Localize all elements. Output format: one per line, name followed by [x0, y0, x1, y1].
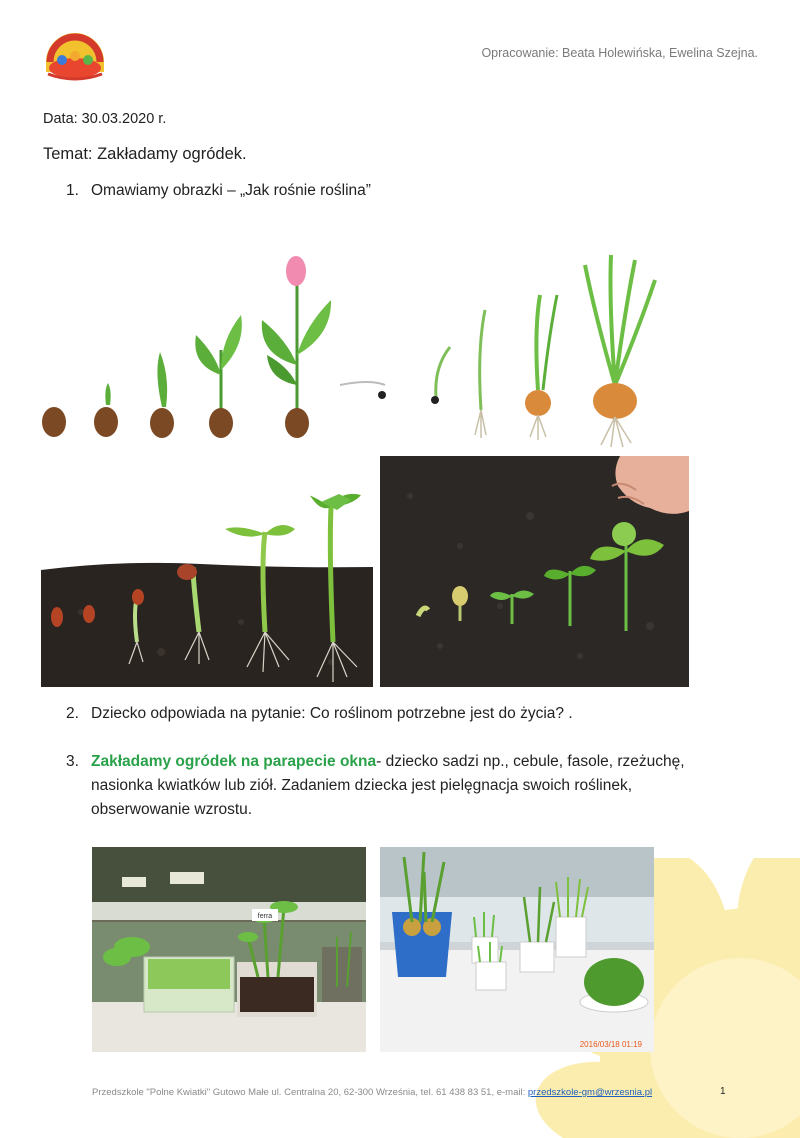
footer-text: Przedszkole "Polne Kwiatki" Gutowo Małe ul. Centralna 20, 62-300 Września, tel. 61 438 83 51, e-mail:	[92, 1087, 528, 1098]
bean-sprouting-illustration	[41, 472, 373, 687]
tulip-bulb-stage-1	[42, 407, 66, 437]
item-number: 1.	[66, 182, 79, 199]
page-number: 1	[720, 1086, 726, 1097]
list-item-2	[66, 702, 573, 726]
windowsill-garden-photo-1	[92, 847, 366, 1052]
pot-label-text: ferra	[257, 913, 273, 920]
footer-email-link[interactable]: przedszkole-gm@wrzesnia.pl	[527, 1087, 653, 1098]
author-credit: Opracowanie: Beata Holewińska, Ewelina Szejna.	[481, 46, 758, 60]
plant-growth-stages-image	[40, 245, 680, 455]
list-item-1	[66, 179, 371, 203]
photo-timestamp: 2016/03/18 01:19	[579, 1040, 642, 1049]
item-text: Omawiamy obrazki – „Jak rośnie roślina”	[91, 182, 371, 199]
pot-soil	[237, 962, 317, 1017]
item-text: Dziecko odpowiada na pytanie: Co roślinom potrzebne jest do życia? .	[91, 705, 573, 722]
item-highlight: Zakładamy ogródek na parapecie okna	[91, 753, 377, 770]
seedlings-soil-photo	[380, 456, 689, 687]
bean-sprouting-photo	[41, 472, 373, 687]
growth-stages-illustration	[40, 245, 680, 455]
item-text-line-1: - dziecko sadzi np., cebule, fasole, rzeżuchę,	[376, 753, 685, 770]
footer	[92, 1087, 652, 1098]
windowsill-garden-illustration-1	[92, 847, 366, 1052]
windowsill-garden-illustration-2	[380, 847, 654, 1052]
cress-tray	[144, 957, 234, 1012]
item-text-line-2: nasionka kwiatków lub ziół. Zadaniem dziecka jest pielęgnacja swoich roślinek,	[91, 777, 633, 794]
topic-line: Temat: Zakładamy ogródek.	[43, 145, 247, 163]
seedlings-soil-illustration	[380, 456, 689, 687]
date-line: Data: 30.03.2020 r.	[43, 111, 167, 127]
item-text-line-3: obserwowanie wzrostu.	[91, 801, 253, 818]
windowsill-garden-photo-2	[380, 847, 654, 1052]
item-number: 2.	[66, 705, 79, 722]
list-item-3	[66, 750, 766, 822]
kindergarten-logo-icon	[40, 22, 110, 84]
item-number: 3.	[66, 753, 79, 770]
